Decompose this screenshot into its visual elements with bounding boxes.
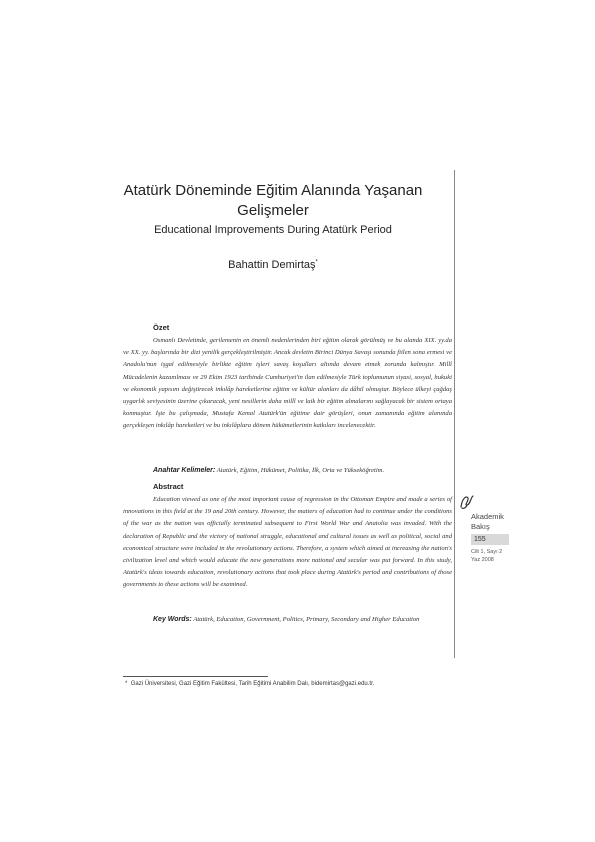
author-name	[110, 259, 436, 271]
journal-name	[471, 512, 531, 532]
keywords-en-list: Atatürk, Education, Government, Politics, Primary, Secondary and Higher Education	[193, 616, 420, 623]
ozet-heading: Özet	[153, 323, 170, 332]
footnote-mark: *	[125, 681, 128, 687]
vertical-divider	[454, 170, 455, 658]
keywords-en-label: Key Words:	[153, 616, 192, 623]
journal-name-line1: Akademik	[471, 512, 504, 521]
ozet-paragraph: Osmanlı Devletinde, gerilemenin en önemli nedenlerinden biri eğitim olarak görülmüş ve bu alanda XIX. yy.da ve XX. yy. başlarında bir dizi yenilik gerçekleştirilmiştir. Ancak devletin Birinci Dünya Savaşı sonunda fiilen sona ermesi ve Anadolu'nun işgal edilmesiyle birlikte eğitim işleri savaş koşulları altında devam etmek zorunda kalmıştır. Millî Mücadelenin kazanılması ve 29 Ekim 1923 tarihinde Cumhuriyet'in ilan edilmesiyle Türk toplumunun siyasi, sosyal, hukuki ve ekonomik yapısını değiştirecek inkılâp hareketlerine eğitim ve kültür alanları da dâhil olmuştur. Böylece ülkeyi çağdaş uygarlık seviyesinin üzerine çıkaracak, yeni nesillerin daha millî ve laik bir eğitim almalarını sağlayacak bir sistem ortaya konmuştur. İşte bu çalışmada, Mustafa Kemal Atatürk'ün eğitime dair görüşleri, onun zamanında eğitim alanında gerçekleşen inkılâp hareketleri ve bu inkılâplara dönem hükümetlerinin katkıları incelenecektir.	[123, 337, 452, 430]
keywords-tr-list: Atatürk, Eğitim, Hükümet, Politika, İlk, Orta ve Yükseköğretim.	[216, 467, 385, 474]
journal-logo-icon	[458, 493, 476, 511]
footnote-divider	[123, 676, 268, 677]
footnote	[125, 681, 455, 687]
abstract-heading: Abstract	[153, 482, 184, 491]
abstract-paragraph: Education viewed as one of the most important cause of regression in the Ottoman Empire and made a series of innovations in this field at the 19 and 20th century. However, the matters of education had to continue under the conditions of the war as the nation was officially terminated subsequent to First World War and Anatolia was invaded. With the declaration of Republic and the victory of national struggle, educational and cultural issues as well as political, social and economical structure were included in the revolutionary actions. Therefore, a system which aimed at increasing the nation's civilization level and which would educate the new generations more national and secular was put forward. In this study, Atatürk's ideas towards education, revolutionary actions that took place during Atatürk's period and contributions of those governments to these actions will be examined.	[123, 496, 452, 589]
author-footnote-mark: *	[315, 259, 318, 266]
keywords-tr	[123, 465, 452, 477]
author-text: Bahattin Demirtaş	[228, 259, 316, 271]
volume-info	[471, 548, 531, 564]
journal-name-line2: Bakış	[471, 522, 490, 531]
keywords-en	[123, 614, 452, 626]
footnote-text: Gazi Üniversitesi, Gazi Eğitim Fakültesi, Tarih Eğitimi Anabilim Dalı, bidemirtas@gazi.edu.tr.	[130, 681, 375, 687]
page-number: 155	[471, 534, 509, 545]
volume-line2: Yaz 2008	[471, 557, 494, 563]
keywords-tr-label: Anahtar Kelimeler:	[153, 467, 216, 474]
volume-line1: Cilt 1, Sayı 2	[471, 549, 503, 555]
article-title-tr: Atatürk Döneminde Eğitim Alanında Yaşanan Gelişmeler	[123, 182, 423, 219]
article-title-en: Educational Improvements During Atatürk Period	[154, 224, 392, 236]
